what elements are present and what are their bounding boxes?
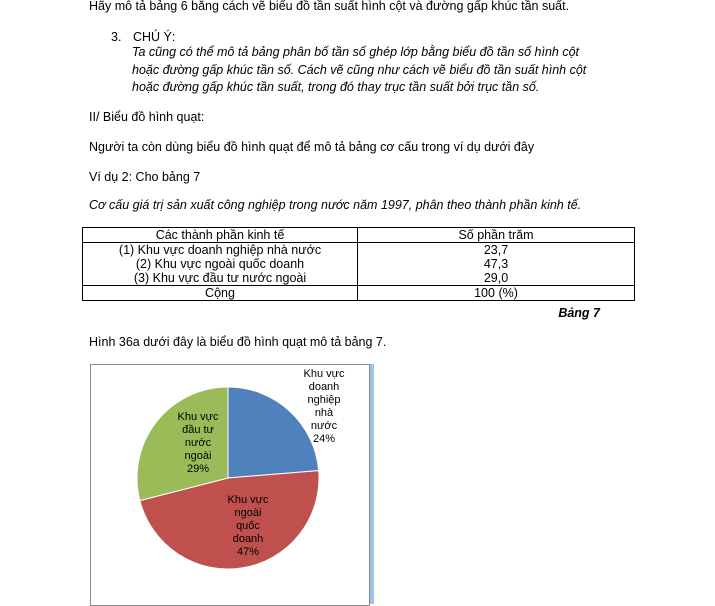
section-heading: II/ Biểu đồ hình quạt: [89, 110, 205, 124]
example-label: Ví dụ 2: Cho bảng 7 [89, 170, 201, 184]
pie-slice [228, 387, 319, 478]
note-title: CHÚ Ý: [133, 30, 176, 44]
table-title: Cơ cấu giá trị sản xuất công nghiệp trong nước năm 1997, phân theo thành phần kinh tế. [89, 198, 582, 212]
table-caption: Bảng 7 [558, 306, 600, 320]
figure-text: Hình 36a dưới đây là biểu đồ hình quạt mô tả bảng 7. [89, 335, 387, 349]
table-total-row [83, 286, 635, 301]
table-cell: Cộng [83, 286, 358, 301]
table-cell: (1) Khu vực doanh nghiệp nhà nước [83, 243, 358, 258]
note-body [132, 44, 632, 97]
note-line: hoặc đường gấp khúc tần số. Cách vẽ cũng như cách vẽ biểu đồ tần suất hình cột [132, 62, 587, 77]
table-cell: 29,0 [358, 271, 635, 286]
pie-chart-svg [91, 365, 369, 605]
paragraph: Người ta còn dùng biểu đồ hình quạt để mô tả bảng cơ cấu trong ví dụ dưới đây [89, 140, 535, 154]
note-number: 3. [111, 30, 122, 44]
pie-slice-label: Khu vực doanh nghiệp nhà nước 24% [303, 368, 345, 445]
table-cell: (2) Khu vực ngoài quốc doanh [83, 257, 358, 271]
table-row [83, 243, 635, 258]
table-row [83, 257, 635, 271]
table-row [83, 271, 635, 286]
table-cell: 23,7 [358, 243, 635, 258]
note-line: hoặc đường gấp khúc tần suất, trong đó thay trục tần suất bởi trục tần số. [132, 80, 540, 94]
intro-text: Hãy mô tả bảng 6 bằng cách vẽ biểu đồ tần suất hình cột và đường gấp khúc tần suất. [89, 0, 570, 13]
header-cell: Số phần trăm [358, 228, 635, 243]
table-cell: (3) Khu vực đầu tư nước ngoài [83, 271, 358, 286]
pie-chart [90, 364, 370, 606]
table-cell: 47,3 [358, 257, 635, 271]
table-header-row [83, 228, 635, 243]
header-cell: Các thành phần kinh tế [83, 228, 358, 243]
data-table [82, 227, 635, 301]
pie-slice-label: Khu vực đầu tư nước ngoài 29% [177, 411, 219, 475]
table-cell: 100 (%) [358, 286, 635, 301]
pie-slice-label: Khu vực ngoài quốc doanh 47% [227, 494, 269, 558]
note-line: Ta cũng có thể mô tả bảng phân bố tần số ghép lớp bằng biểu đồ tần số hình cột [132, 45, 580, 59]
